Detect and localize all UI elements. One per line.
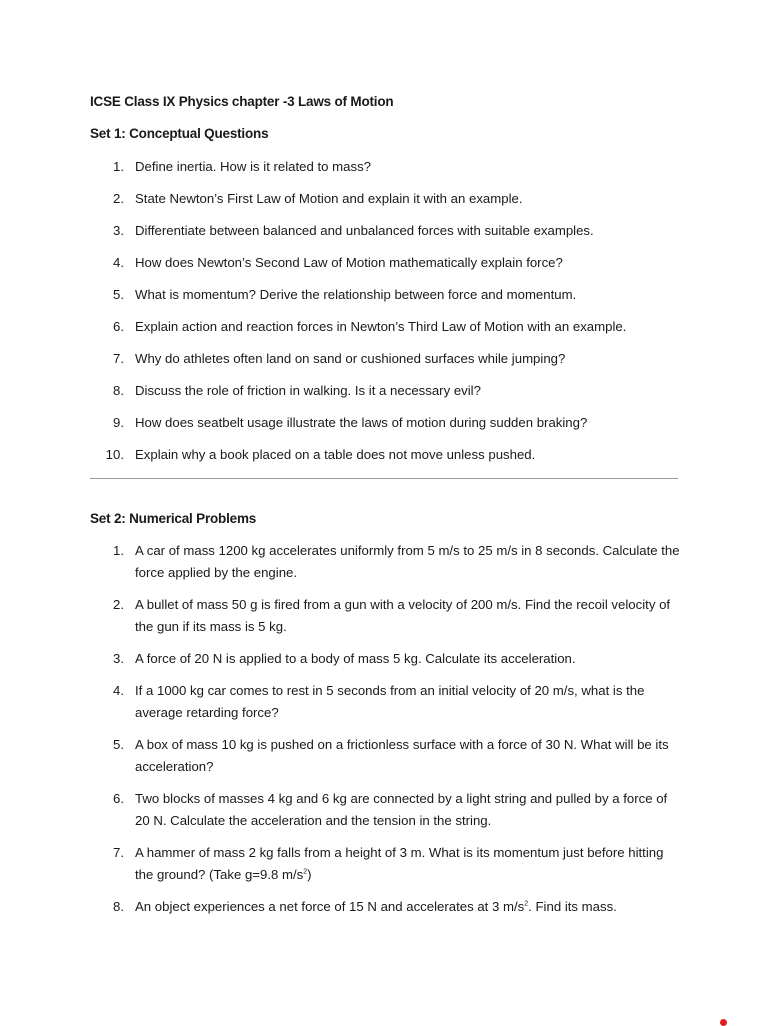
list-item: [0, 842, 768, 886]
question-text-main: An object experiences a net force of 15 N and accelerates at 3 m/s: [135, 899, 525, 914]
list-item: [0, 540, 768, 584]
question-text: [135, 842, 683, 886]
question-text: A box of mass 10 kg is pushed on a frictionless surface with a force of 30 N. What will be its acceleration?: [135, 737, 669, 774]
section-divider: [90, 478, 678, 479]
list-item: [0, 734, 768, 778]
question-number: 6.: [113, 319, 124, 334]
question-number: 7.: [113, 351, 124, 366]
list-item: [0, 594, 768, 638]
question-text-tail: ): [307, 867, 312, 882]
list-item: [0, 648, 768, 670]
question-number: 10.: [105, 447, 124, 462]
question-number: 8.: [113, 899, 124, 914]
set2-question-list: [0, 540, 768, 928]
question-number: 3.: [113, 651, 124, 666]
question-text: [135, 896, 683, 918]
question-text: Two blocks of masses 4 kg and 6 kg are connected by a light string and pulled by a force of 20 N. Calculate the acceleration and the tension in the string.: [135, 791, 668, 828]
question-text: Why do athletes often land on sand or cushioned surfaces while jumping?: [135, 351, 566, 366]
question-text: Differentiate between balanced and unbalanced forces with suitable examples.: [135, 223, 594, 238]
list-item: [0, 252, 768, 284]
question-number: 1.: [113, 543, 124, 558]
list-item: [0, 412, 768, 444]
list-item: [0, 680, 768, 724]
list-item: [0, 284, 768, 316]
document-title: ICSE Class IX Physics chapter -3 Laws of Motion: [90, 94, 394, 109]
corner-marker: [720, 1019, 727, 1026]
question-text: How does seatbelt usage illustrate the laws of motion during sudden braking?: [135, 415, 588, 430]
question-number: 3.: [113, 223, 124, 238]
question-text: If a 1000 kg car comes to rest in 5 seconds from an initial velocity of 20 m/s, what is the average retarding force?: [135, 683, 645, 720]
question-text: Discuss the role of friction in walking. Is it a necessary evil?: [135, 383, 481, 398]
set2-heading: Set 2: Numerical Problems: [90, 511, 257, 526]
question-number: 5.: [113, 737, 124, 752]
list-item: [0, 348, 768, 380]
list-item: [0, 156, 768, 188]
list-item: [0, 896, 768, 918]
question-number: 4.: [113, 683, 124, 698]
superscript-exponent: 2: [524, 900, 529, 908]
question-number: 7.: [113, 845, 124, 860]
question-text: How does Newton’s Second Law of Motion mathematically explain force?: [135, 255, 563, 270]
question-text: A force of 20 N is applied to a body of mass 5 kg. Calculate its acceleration.: [135, 651, 576, 666]
question-text: Explain action and reaction forces in Newton’s Third Law of Motion with an example.: [135, 319, 627, 334]
question-text: A bullet of mass 50 g is fired from a gun with a velocity of 200 m/s. Find the recoil velocity of the gun if its mass is 5 kg.: [135, 597, 671, 634]
question-number: 2.: [113, 191, 124, 206]
question-text: Explain why a book placed on a table does not move unless pushed.: [135, 447, 536, 462]
list-item: [0, 220, 768, 252]
list-item: [0, 788, 768, 832]
question-number: 9.: [113, 415, 124, 430]
set1-heading: Set 1: Conceptual Questions: [90, 126, 269, 141]
set1-question-list: [0, 156, 768, 476]
question-text: Define inertia. How is it related to mass?: [135, 159, 372, 174]
question-number: 4.: [113, 255, 124, 270]
list-item: [0, 380, 768, 412]
question-number: 5.: [113, 287, 124, 302]
list-item: [0, 316, 768, 348]
question-number: 8.: [113, 383, 124, 398]
question-number: 2.: [113, 597, 124, 612]
question-text: State Newton’s First Law of Motion and explain it with an example.: [135, 191, 523, 206]
question-text-tail: . Find its mass.: [528, 899, 617, 914]
question-text: A car of mass 1200 kg accelerates uniformly from 5 m/s to 25 m/s in 8 seconds. Calculate the force applied by the engine.: [135, 543, 680, 580]
question-number: 6.: [113, 791, 124, 806]
superscript-exponent: 2: [303, 868, 308, 876]
list-item: [0, 444, 768, 476]
question-number: 1.: [113, 159, 124, 174]
question-text: What is momentum? Derive the relationship between force and momentum.: [135, 287, 577, 302]
list-item: [0, 188, 768, 220]
question-text-main: A hammer of mass 2 kg falls from a height of 3 m. What is its momentum just before hitting the ground? (Take g=9.8 m/s: [135, 845, 664, 882]
